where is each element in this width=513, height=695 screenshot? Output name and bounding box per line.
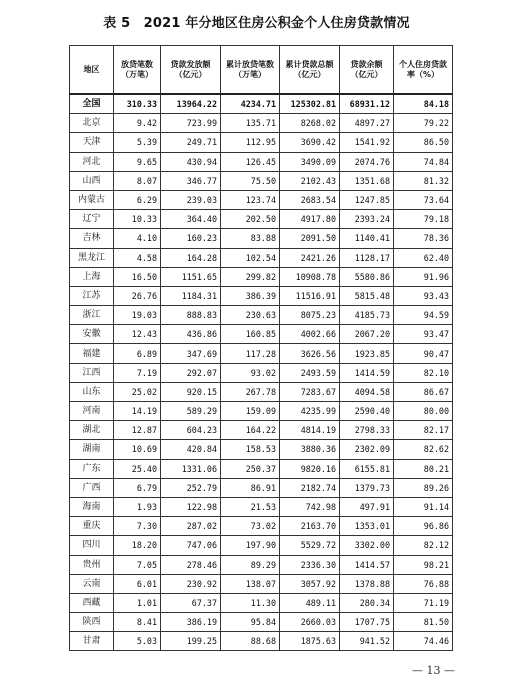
value-cell: 9.65 — [114, 152, 161, 171]
region-cell: 内蒙古 — [70, 190, 114, 209]
table-row — [70, 632, 453, 651]
value-cell: 199.25 — [161, 632, 221, 651]
value-cell: 12.43 — [114, 325, 161, 344]
value-cell: 1.93 — [114, 497, 161, 516]
value-cell: 278.46 — [161, 555, 221, 574]
table-row — [70, 363, 453, 382]
value-cell: 7283.67 — [280, 382, 340, 401]
header-region: 地区 — [70, 46, 114, 95]
value-cell: 6.01 — [114, 574, 161, 593]
value-cell: 89.29 — [221, 555, 280, 574]
value-cell: 3690.42 — [280, 133, 340, 152]
value-cell: 80.00 — [394, 402, 453, 421]
table-body — [70, 94, 453, 651]
value-cell: 7.19 — [114, 363, 161, 382]
table-row — [70, 382, 453, 401]
loan-table — [69, 45, 453, 651]
table-row — [70, 497, 453, 516]
region-cell: 江西 — [70, 363, 114, 382]
value-cell: 249.71 — [161, 133, 221, 152]
value-cell: 86.50 — [394, 133, 453, 152]
table-row — [70, 478, 453, 497]
value-cell: 386.19 — [161, 613, 221, 632]
value-cell: 1140.41 — [340, 229, 394, 248]
region-cell: 山东 — [70, 382, 114, 401]
value-cell: 75.50 — [221, 171, 280, 190]
region-cell: 黑龙江 — [70, 248, 114, 267]
value-cell: 62.40 — [394, 248, 453, 267]
value-cell: 3302.00 — [340, 536, 394, 555]
table-row — [70, 344, 453, 363]
value-cell: 4.10 — [114, 229, 161, 248]
value-cell: 19.03 — [114, 306, 161, 325]
header-loan-count: 放贷笔数（万笔） — [114, 46, 161, 95]
value-cell: 197.90 — [221, 536, 280, 555]
value-cell: 11516.91 — [280, 286, 340, 305]
value-cell: 1541.92 — [340, 133, 394, 152]
value-cell: 86.67 — [394, 382, 453, 401]
value-cell: 86.91 — [221, 478, 280, 497]
table-row — [70, 574, 453, 593]
table-row — [70, 421, 453, 440]
value-cell: 117.28 — [221, 344, 280, 363]
value-cell: 2102.43 — [280, 171, 340, 190]
value-cell: 83.88 — [221, 229, 280, 248]
region-cell: 甘肃 — [70, 632, 114, 651]
value-cell: 386.39 — [221, 286, 280, 305]
value-cell: 159.09 — [221, 402, 280, 421]
value-cell: 9820.16 — [280, 459, 340, 478]
header-loan-rate: 个人住房贷款率（%） — [394, 46, 453, 95]
value-cell: 91.96 — [394, 267, 453, 286]
table-row — [70, 306, 453, 325]
region-cell: 全国 — [70, 94, 114, 114]
value-cell: 920.15 — [161, 382, 221, 401]
value-cell: 364.40 — [161, 210, 221, 229]
header-cumulative-count: 累计放贷笔数（万笔） — [221, 46, 280, 95]
value-cell: 98.21 — [394, 555, 453, 574]
value-cell: 10908.78 — [280, 267, 340, 286]
value-cell: 4917.80 — [280, 210, 340, 229]
value-cell: 2421.26 — [280, 248, 340, 267]
value-cell: 102.54 — [221, 248, 280, 267]
value-cell: 6.79 — [114, 478, 161, 497]
value-cell: 299.82 — [221, 267, 280, 286]
value-cell: 13964.22 — [161, 94, 221, 114]
value-cell: 76.88 — [394, 574, 453, 593]
table-row — [70, 133, 453, 152]
value-cell: 723.99 — [161, 114, 221, 133]
value-cell: 96.86 — [394, 517, 453, 536]
value-cell: 604.23 — [161, 421, 221, 440]
value-cell: 7.05 — [114, 555, 161, 574]
value-cell: 3057.92 — [280, 574, 340, 593]
value-cell: 84.18 — [394, 94, 453, 114]
value-cell: 2091.50 — [280, 229, 340, 248]
table-row — [70, 325, 453, 344]
value-cell: 82.62 — [394, 440, 453, 459]
value-cell: 6155.81 — [340, 459, 394, 478]
value-cell: 4814.19 — [280, 421, 340, 440]
table-row — [70, 267, 453, 286]
value-cell: 164.28 — [161, 248, 221, 267]
value-cell: 1353.01 — [340, 517, 394, 536]
value-cell: 888.83 — [161, 306, 221, 325]
value-cell: 25.40 — [114, 459, 161, 478]
value-cell: 1331.06 — [161, 459, 221, 478]
table-row — [70, 229, 453, 248]
value-cell: 93.02 — [221, 363, 280, 382]
page-number: — 13 — — [412, 664, 455, 677]
table-row — [70, 210, 453, 229]
value-cell: 5529.72 — [280, 536, 340, 555]
region-cell: 云南 — [70, 574, 114, 593]
value-cell: 497.91 — [340, 497, 394, 516]
value-cell: 80.21 — [394, 459, 453, 478]
value-cell: 135.71 — [221, 114, 280, 133]
value-cell: 73.64 — [394, 190, 453, 209]
region-cell: 福建 — [70, 344, 114, 363]
value-cell: 95.84 — [221, 613, 280, 632]
value-cell: 4002.66 — [280, 325, 340, 344]
table-row — [70, 286, 453, 305]
value-cell: 239.03 — [161, 190, 221, 209]
value-cell: 3626.56 — [280, 344, 340, 363]
header-row — [70, 46, 453, 95]
value-cell: 742.98 — [280, 497, 340, 516]
value-cell: 2393.24 — [340, 210, 394, 229]
value-cell: 4235.99 — [280, 402, 340, 421]
table-row — [70, 613, 453, 632]
value-cell: 250.37 — [221, 459, 280, 478]
table-row — [70, 152, 453, 171]
total-row — [70, 94, 453, 114]
value-cell: 94.59 — [394, 306, 453, 325]
table-header — [70, 46, 453, 95]
region-cell: 广东 — [70, 459, 114, 478]
region-cell: 湖南 — [70, 440, 114, 459]
value-cell: 2336.30 — [280, 555, 340, 574]
value-cell: 2590.40 — [340, 402, 394, 421]
region-cell: 海南 — [70, 497, 114, 516]
region-cell: 天津 — [70, 133, 114, 152]
value-cell: 112.95 — [221, 133, 280, 152]
value-cell: 5.39 — [114, 133, 161, 152]
region-cell: 四川 — [70, 536, 114, 555]
region-cell: 辽宁 — [70, 210, 114, 229]
region-cell: 河北 — [70, 152, 114, 171]
value-cell: 2493.59 — [280, 363, 340, 382]
value-cell: 4234.71 — [221, 94, 280, 114]
value-cell: 68931.12 — [340, 94, 394, 114]
region-cell: 江苏 — [70, 286, 114, 305]
value-cell: 6.89 — [114, 344, 161, 363]
table-row — [70, 517, 453, 536]
value-cell: 82.10 — [394, 363, 453, 382]
value-cell: 589.29 — [161, 402, 221, 421]
value-cell: 81.32 — [394, 171, 453, 190]
value-cell: 5815.48 — [340, 286, 394, 305]
value-cell: 3880.36 — [280, 440, 340, 459]
value-cell: 202.50 — [221, 210, 280, 229]
value-cell: 7.30 — [114, 517, 161, 536]
value-cell: 4185.73 — [340, 306, 394, 325]
region-cell: 山西 — [70, 171, 114, 190]
value-cell: 67.37 — [161, 593, 221, 612]
value-cell: 2683.54 — [280, 190, 340, 209]
value-cell: 73.02 — [221, 517, 280, 536]
region-cell: 河南 — [70, 402, 114, 421]
value-cell: 125302.81 — [280, 94, 340, 114]
value-cell: 71.19 — [394, 593, 453, 612]
value-cell: 1378.88 — [340, 574, 394, 593]
value-cell: 1707.75 — [340, 613, 394, 632]
value-cell: 1875.63 — [280, 632, 340, 651]
value-cell: 4897.27 — [340, 114, 394, 133]
region-cell: 北京 — [70, 114, 114, 133]
value-cell: 1128.17 — [340, 248, 394, 267]
value-cell: 164.22 — [221, 421, 280, 440]
value-cell: 2182.74 — [280, 478, 340, 497]
value-cell: 310.33 — [114, 94, 161, 114]
region-cell: 西藏 — [70, 593, 114, 612]
value-cell: 8.07 — [114, 171, 161, 190]
value-cell: 93.47 — [394, 325, 453, 344]
table-row — [70, 536, 453, 555]
value-cell: 436.86 — [161, 325, 221, 344]
value-cell: 4094.58 — [340, 382, 394, 401]
value-cell: 18.20 — [114, 536, 161, 555]
table-title: 表 5 2021 年分地区住房公积金个人住房贷款情况 — [103, 16, 410, 31]
value-cell: 1414.57 — [340, 555, 394, 574]
value-cell: 14.19 — [114, 402, 161, 421]
value-cell: 9.42 — [114, 114, 161, 133]
value-cell: 11.30 — [221, 593, 280, 612]
value-cell: 2302.09 — [340, 440, 394, 459]
value-cell: 1247.85 — [340, 190, 394, 209]
table-row — [70, 402, 453, 421]
table-row — [70, 555, 453, 574]
value-cell: 287.02 — [161, 517, 221, 536]
value-cell: 1.01 — [114, 593, 161, 612]
value-cell: 267.78 — [221, 382, 280, 401]
header-loan-amount: 贷款发放额（亿元） — [161, 46, 221, 95]
value-cell: 2660.03 — [280, 613, 340, 632]
value-cell: 88.68 — [221, 632, 280, 651]
value-cell: 160.23 — [161, 229, 221, 248]
value-cell: 2798.33 — [340, 421, 394, 440]
region-cell: 贵州 — [70, 555, 114, 574]
value-cell: 8.41 — [114, 613, 161, 632]
value-cell: 74.84 — [394, 152, 453, 171]
value-cell: 82.17 — [394, 421, 453, 440]
value-cell: 430.94 — [161, 152, 221, 171]
table-row — [70, 248, 453, 267]
table-row — [70, 171, 453, 190]
header-cumulative-amount: 累计贷款总额（亿元） — [280, 46, 340, 95]
value-cell: 79.22 — [394, 114, 453, 133]
table-row — [70, 190, 453, 209]
value-cell: 2163.70 — [280, 517, 340, 536]
value-cell: 123.74 — [221, 190, 280, 209]
value-cell: 89.26 — [394, 478, 453, 497]
region-cell: 吉林 — [70, 229, 114, 248]
value-cell: 21.53 — [221, 497, 280, 516]
region-cell: 陕西 — [70, 613, 114, 632]
table-row — [70, 459, 453, 478]
value-cell: 8268.02 — [280, 114, 340, 133]
value-cell: 91.14 — [394, 497, 453, 516]
value-cell: 82.12 — [394, 536, 453, 555]
region-cell: 浙江 — [70, 306, 114, 325]
value-cell: 160.85 — [221, 325, 280, 344]
value-cell: 4.58 — [114, 248, 161, 267]
value-cell: 280.34 — [340, 593, 394, 612]
header-balance: 贷款余额（亿元） — [340, 46, 394, 95]
region-cell: 安徽 — [70, 325, 114, 344]
value-cell: 5.03 — [114, 632, 161, 651]
value-cell: 16.50 — [114, 267, 161, 286]
value-cell: 230.92 — [161, 574, 221, 593]
value-cell: 122.98 — [161, 497, 221, 516]
value-cell: 8075.23 — [280, 306, 340, 325]
value-cell: 252.79 — [161, 478, 221, 497]
value-cell: 489.11 — [280, 593, 340, 612]
value-cell: 420.84 — [161, 440, 221, 459]
table-row — [70, 440, 453, 459]
value-cell: 10.69 — [114, 440, 161, 459]
value-cell: 26.76 — [114, 286, 161, 305]
value-cell: 74.46 — [394, 632, 453, 651]
value-cell: 747.06 — [161, 536, 221, 555]
value-cell: 5580.86 — [340, 267, 394, 286]
region-cell: 重庆 — [70, 517, 114, 536]
region-cell: 上海 — [70, 267, 114, 286]
value-cell: 1351.68 — [340, 171, 394, 190]
value-cell: 2074.76 — [340, 152, 394, 171]
value-cell: 1184.31 — [161, 286, 221, 305]
value-cell: 78.36 — [394, 229, 453, 248]
value-cell: 138.07 — [221, 574, 280, 593]
value-cell: 1151.65 — [161, 267, 221, 286]
value-cell: 2067.20 — [340, 325, 394, 344]
value-cell: 346.77 — [161, 171, 221, 190]
value-cell: 3490.09 — [280, 152, 340, 171]
value-cell: 81.50 — [394, 613, 453, 632]
table-row — [70, 114, 453, 133]
value-cell: 93.43 — [394, 286, 453, 305]
value-cell: 1414.59 — [340, 363, 394, 382]
value-cell: 90.47 — [394, 344, 453, 363]
value-cell: 158.53 — [221, 440, 280, 459]
region-cell: 湖北 — [70, 421, 114, 440]
table-row — [70, 593, 453, 612]
value-cell: 79.18 — [394, 210, 453, 229]
value-cell: 6.29 — [114, 190, 161, 209]
value-cell: 292.07 — [161, 363, 221, 382]
value-cell: 10.33 — [114, 210, 161, 229]
value-cell: 941.52 — [340, 632, 394, 651]
value-cell: 12.87 — [114, 421, 161, 440]
value-cell: 25.02 — [114, 382, 161, 401]
region-cell: 广西 — [70, 478, 114, 497]
value-cell: 1379.73 — [340, 478, 394, 497]
value-cell: 347.69 — [161, 344, 221, 363]
value-cell: 230.63 — [221, 306, 280, 325]
value-cell: 1923.85 — [340, 344, 394, 363]
value-cell: 126.45 — [221, 152, 280, 171]
